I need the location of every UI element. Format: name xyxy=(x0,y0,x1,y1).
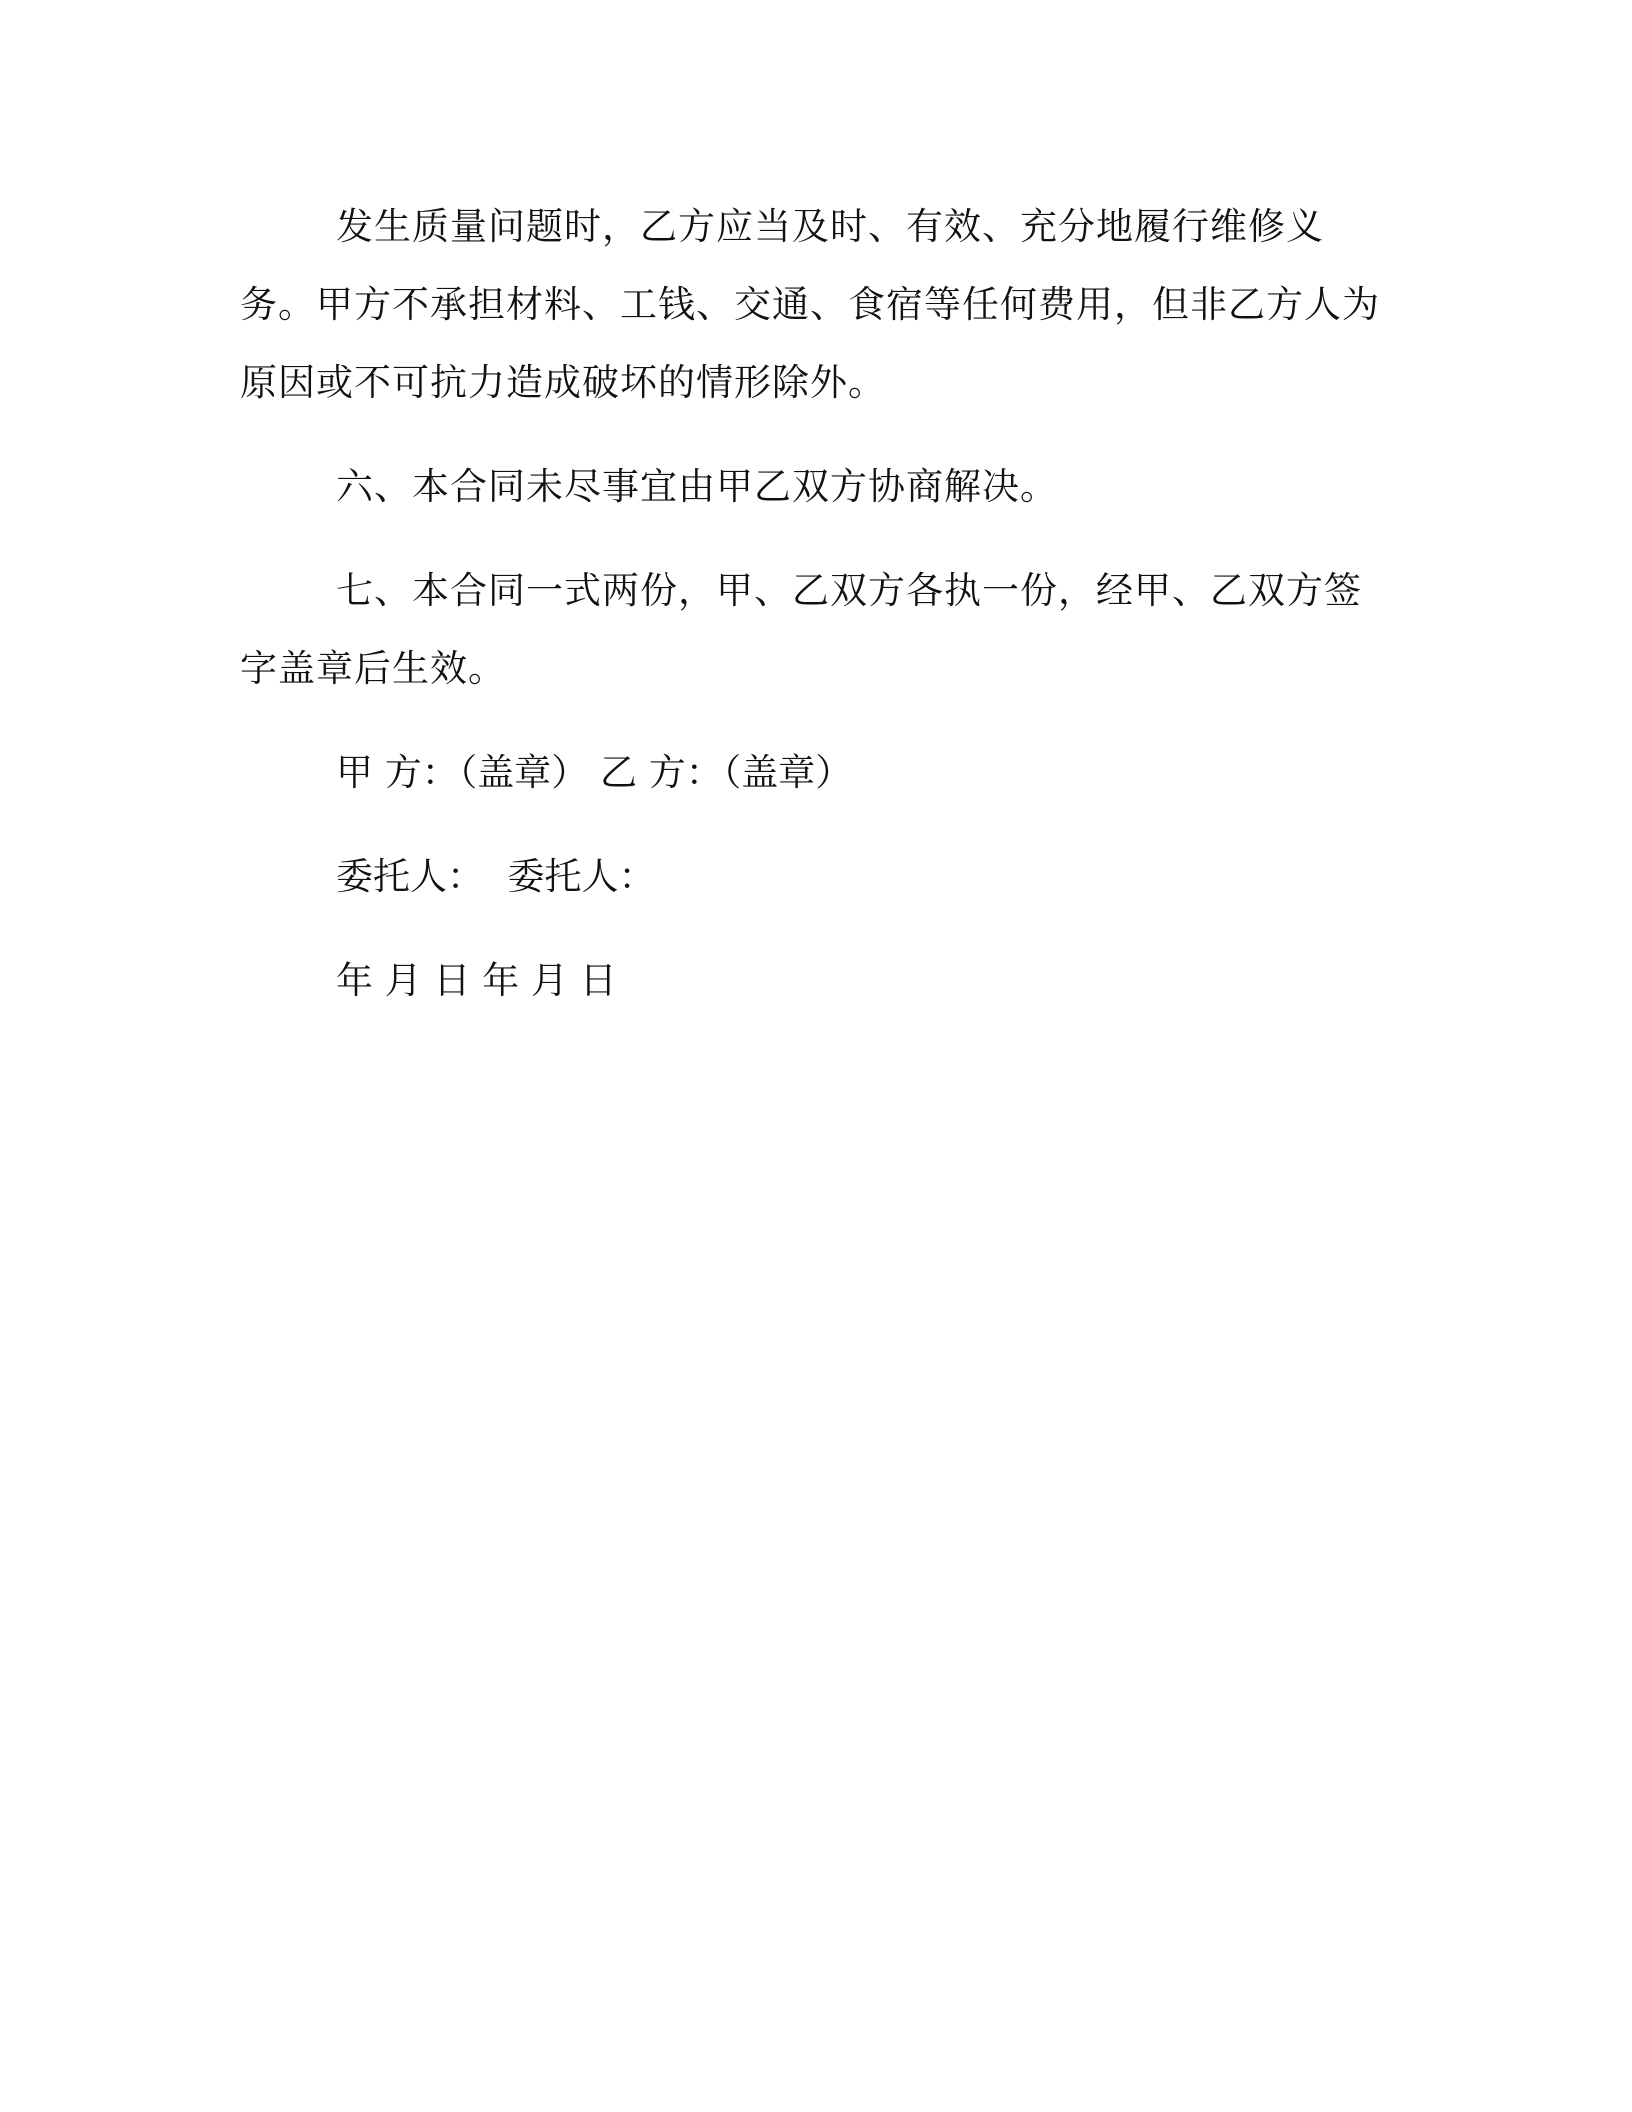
date-line: 年 月 日 年 月 日 xyxy=(336,959,617,1002)
signature-block xyxy=(240,734,1390,1020)
agent-line: 委托人： 委托人： xyxy=(336,855,656,898)
party-seal-line: 甲 方：（盖章） 乙 方：（盖章） xyxy=(336,751,853,794)
paragraph-clause-seven: 七、本合同一式两份，甲、乙双方各执一份，经甲、乙双方签字盖章后生效。 xyxy=(240,569,1362,690)
paragraph-clause-six: 六、本合同未尽事宜由甲乙双方协商解决。 xyxy=(336,465,1058,508)
document-body xyxy=(240,188,1390,1020)
paragraph-quality-repair: 发生质量问题时，乙方应当及时、有效、充分地履行维修义务。甲方不承担材料、工钱、交通、食宿等任何费用，但非乙方人为原因或不可抗力造成破坏的情形除外。 xyxy=(240,205,1380,404)
